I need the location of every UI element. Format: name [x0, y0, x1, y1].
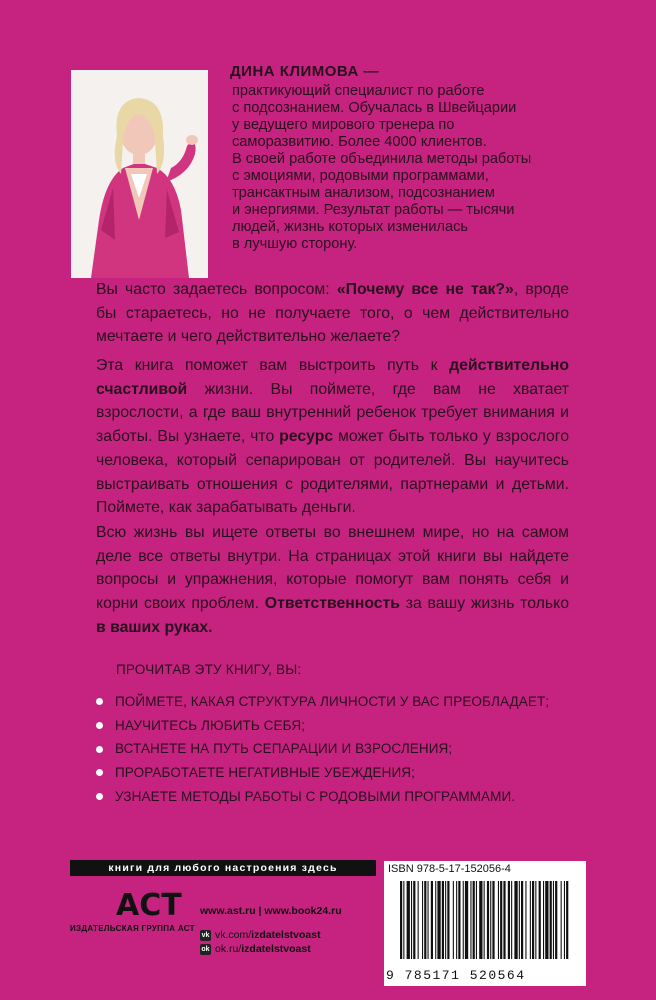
list-item: ПРОРАБОТАЕТЕ НЕГАТИВНЫЕ УБЕЖДЕНИЯ; [96, 761, 549, 785]
barcode-digits: 9 785171 520564 [386, 968, 526, 983]
bullet-icon [96, 722, 103, 729]
barcode-bar [484, 881, 485, 959]
list-item: ВСТАНЕТЕ НА ПУТЬ СЕПАРАЦИИ И ВЗРОСЛЕНИЯ; [96, 737, 549, 761]
barcode-bar [424, 881, 426, 959]
vk-link[interactable]: vk vk.com/ izdatelstvoast [201, 929, 321, 941]
barcode-bar [418, 881, 419, 959]
author-bio-text: практикующий специалист по работе с подсознанием. Обучалась в Швейцарии у ведущего мирового тренера по саморазвитию. Более 4000 клиентов. В своей работе объединила методы работы с эмоциями, родовыми программами, трансактным анализом, подсознанием и энергиями. Результат работы — тысячи людей, жизнь которых изменилась в лучшую сторону. [232, 83, 532, 252]
list-item: ПОЙМЕТЕ, КАКАЯ СТРУКТУРА ЛИЧНОСТИ У ВАС ПРЕОБЛАДАЕТ; [96, 690, 549, 714]
publisher-caption: ИЗДАТЕЛЬСКАЯ ГРУППА АСТ [70, 924, 195, 933]
barcode-bar [543, 881, 544, 959]
barcode-bar [447, 881, 449, 959]
barcode-bar [532, 881, 534, 959]
barcode-bar [407, 881, 410, 959]
barcode [398, 881, 574, 963]
barcode-bar [521, 881, 523, 959]
barcode-bar [508, 881, 510, 959]
barcode-bar [500, 881, 502, 959]
logo-text: ACT [116, 888, 182, 922]
barcode-bar [525, 881, 526, 959]
barcode-bar [545, 881, 548, 959]
barcode-bar [458, 881, 460, 959]
paragraph-answers: Всю жизнь вы ищете ответы во внешнем мире, но на самом деле все ответы внутри. На страницах этой книги вы найдете вопросы и упражнения, которые помогут вам понять себя и корни своих проблем. Ответственность за вашу жизнь только в ваших руках. [96, 524, 569, 636]
barcode-bar [503, 881, 505, 959]
barcode-bar [428, 881, 429, 959]
barcode-bar [566, 881, 568, 959]
barcode-bar [465, 881, 468, 959]
barcode-bar [539, 881, 541, 959]
barcode-bar [453, 881, 454, 959]
barcode-bar [514, 881, 517, 959]
barcode-bar [519, 881, 520, 959]
isbn-label: ISBN 978-5-17-152056-4 [388, 863, 511, 875]
bullet-icon [96, 793, 103, 800]
publisher-tagline: книги для любого настроения здесь [70, 860, 376, 876]
barcode-bar [442, 881, 444, 959]
barcode-bar [403, 881, 404, 959]
barcode-bar [476, 881, 477, 959]
barcode-bar [456, 881, 457, 959]
barcode-bar [561, 881, 562, 959]
barcode-bar [492, 881, 494, 959]
barcode-bar [431, 881, 433, 959]
barcode-bar [535, 881, 536, 959]
bullet-icon [96, 746, 103, 753]
list-item: УЗНАЕТЕ МЕТОДЫ РАБОТЫ С РОДОВЫМИ ПРОГРАММАМИ. [96, 785, 549, 809]
publisher-logo [70, 882, 195, 933]
barcode-bar [445, 881, 446, 959]
ok-link[interactable]: ok ok.ru/ izdatelstvoast [201, 943, 311, 955]
barcode-bar [511, 881, 512, 959]
benefits-list [96, 690, 549, 808]
barcode-bar [479, 881, 482, 959]
barcode-bar [553, 881, 554, 959]
website-links[interactable]: www.ast.ru | www.book24.ru [200, 905, 342, 917]
paragraph-book-help: Эта книга поможет вам выстроить путь к действительно счастливой жизни. Вы поймете, где вам не хватает взрослости, а где ваш внутренний ребенок требует внимания и заботы. Вы узнаете, что ресурс может быть только у взрослого человека, который сепарирован от родителей. Вы научитесь выстраивать отношения с родителями, партнерами и детьми. Поймете, как зарабатывать деньги. [96, 357, 570, 517]
barcode-bar [530, 881, 531, 959]
author-bio [230, 63, 590, 253]
barcode-bar [473, 881, 475, 959]
list-item: НАУЧИТЕСЬ ЛЮБИТЬ СЕБЯ; [96, 714, 549, 738]
ok-icon: ok [201, 945, 210, 953]
paragraph-question: Вы часто задаетесь вопросом: «Почему все не так?», вроде бы стараетесь, но не получаете того, о чем действительно мечтаете и чего действительно желаете? [96, 281, 570, 346]
reading-heading: ПРОЧИТАВ ЭТУ КНИГУ, ВЫ: [116, 662, 302, 677]
barcode-bar [437, 881, 440, 959]
publisher-links [200, 905, 342, 957]
barcode-bar [487, 881, 489, 959]
barcode-bar [555, 881, 557, 959]
author-photo [71, 70, 208, 278]
barcode-bar [470, 881, 471, 959]
barcode-bar [564, 881, 565, 959]
barcode-bar [498, 881, 499, 959]
barcode-bar [463, 881, 464, 959]
barcode-bar [413, 881, 415, 959]
bullet-icon [96, 769, 103, 776]
isbn-barcode-box [384, 861, 586, 986]
bullet-icon [96, 698, 103, 705]
barcode-bar [435, 881, 436, 959]
author-name: ДИНА КЛИМОВА — [230, 63, 380, 80]
barcode-bar [550, 881, 552, 959]
barcode-bar [422, 881, 423, 959]
vk-icon: vk [201, 931, 210, 939]
barcode-bar [490, 881, 491, 959]
barcode-bar [400, 881, 402, 959]
barcode-bar [411, 881, 412, 959]
